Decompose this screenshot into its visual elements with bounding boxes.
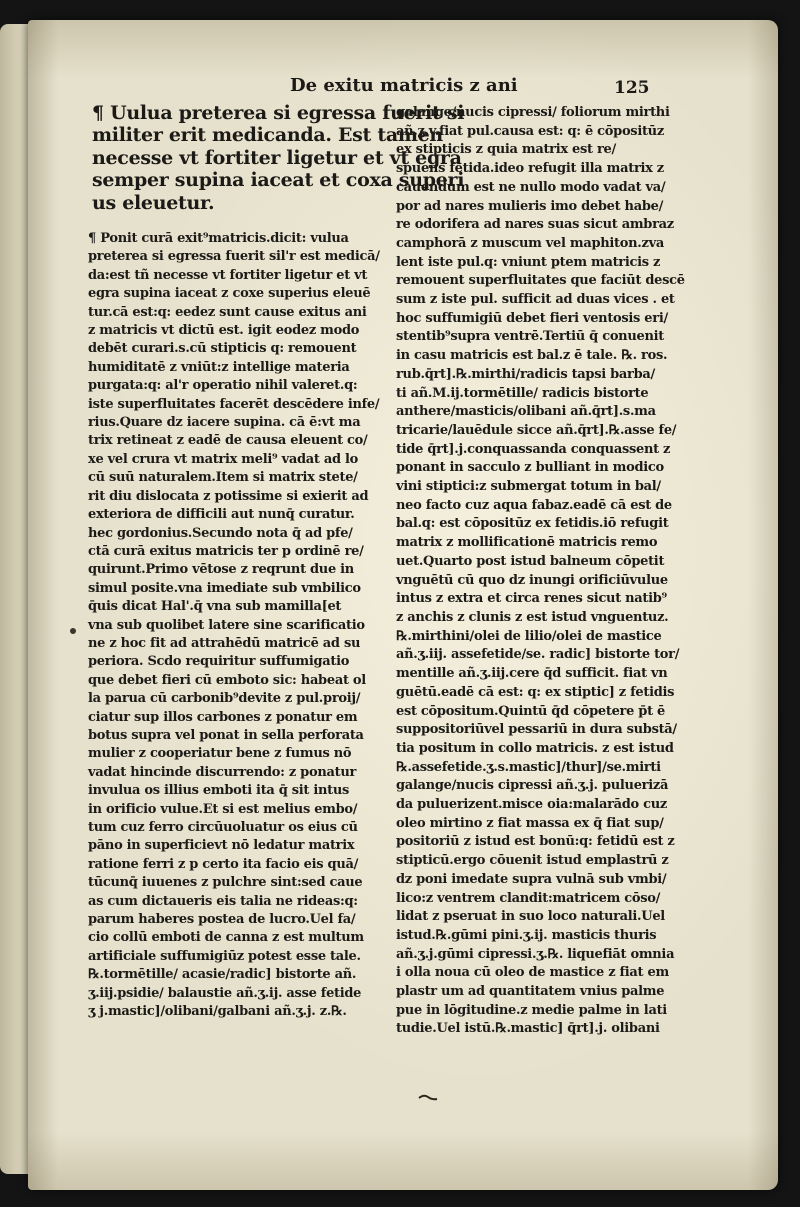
right-column-line: istud.℞.gūmi pini.ʒ.ij. masticis thuris: [396, 927, 657, 943]
commentary-line: iste superfluitates facerēt descēdere infe/: [88, 396, 380, 412]
right-column-line: tricarie/lauēdule sicce añ.q̄rt].℞.asse fe/: [396, 422, 677, 438]
right-column-line: sum z iste pul. sufficit ad duas vices . et: [396, 292, 675, 308]
commentary-line: ciatur sup illos carbones z ponatur em: [88, 709, 358, 725]
right-column-line: stipticū.ergo cōuenit istud emplastrū z: [396, 853, 669, 869]
main-text-line: militer erit medicanda. Est tamen: [92, 124, 443, 147]
right-column-line: pue in lōgitudine.z medie palme in lati: [396, 1002, 667, 1018]
main-text-line: us eleuetur.: [92, 191, 215, 214]
right-column-line: remouent superfluitates que faciūt descē: [396, 273, 685, 289]
commentary-line: pāno in superficievt nō ledatur matrix: [88, 838, 355, 854]
right-column-line: in casu matricis est bal.z ē tale. ℞. ros.: [396, 348, 668, 364]
right-column-line: suppositoriūvel pessariū in dura substā/: [396, 722, 677, 738]
right-column-line: uet.Quarto post istud balneum cōpetit: [396, 553, 665, 569]
commentary-line: vna sub quolibet latere sine scarificatio: [88, 617, 365, 633]
commentary-line: parum haberes postea de lucro.Uel fa/: [88, 912, 356, 928]
right-column-line: rub.q̄rt].℞.mirthi/radicis tapsi barba/: [396, 366, 655, 382]
commentary-line: q̄uis dicat Hal'.q̄ vna sub mamilla[et: [88, 599, 342, 615]
commentary-line: trix retineat z eadē de causa eleuent co/: [88, 433, 368, 449]
commentary-line: exteriora de difficili aut nunq̄ curatur.: [88, 507, 355, 523]
folio-number: 125: [614, 78, 650, 98]
commentary-line: invulua os illius emboti ita q̄ sit intus: [88, 783, 350, 799]
commentary-line: vadat hincinde discurrendo: z ponatur: [88, 764, 357, 780]
right-column-line: tudie.Uel istū.℞.mastic] q̄rt].j. olibani: [396, 1021, 660, 1037]
right-column-line: neo facto cuz aqua fabaz.eadē cā est de: [396, 497, 672, 513]
commentary-line: rius.Quare dz iacere supina. cā ē:vt ma: [88, 415, 361, 431]
right-column-line: i olla noua cū oleo de mastice z fiat em: [396, 965, 669, 981]
commentary-line: debēt curari.s.cū stipticis q: remouent: [88, 341, 357, 357]
right-column-line: ti añ.M.ij.tormētille/ radicis bistorte: [396, 385, 649, 401]
commentary-left-column: [88, 230, 393, 1021]
commentary-line: humiditatē z vniūt:z intellige materia: [88, 359, 350, 375]
right-column-line: tia positum in collo matricis. z est istud: [396, 740, 674, 756]
running-head: De exitu matricis z ani: [290, 75, 518, 96]
margin-ink-mark: [70, 628, 76, 634]
right-column-line: mentille añ.ʒ.iij.cere q̄d sufficit. fiat vn: [396, 666, 668, 682]
right-column-line: ponant in sacculo z bulliant in modico: [396, 460, 664, 476]
commentary-line: simul posite.vna imediate sub vmbilico: [88, 580, 361, 596]
right-column-line: ex stipticis z quia matrix est re/: [396, 142, 616, 158]
right-column-line: re odorifera ad nares suas sicut ambraz: [396, 217, 674, 233]
right-column-line: oleo mirtino z fiat massa ex q̄ fiat sup/: [396, 815, 664, 831]
right-column-line: bal.q: est cōpositūz ex fetidis.iō refugit: [396, 516, 669, 532]
right-column-line: añ.ʒ.iij. assefetide/se. radic] bistorte tor/: [396, 647, 680, 663]
main-text-line: necesse vt fortiter ligetur et vt egra: [92, 146, 462, 169]
main-text-block: [92, 102, 465, 214]
commentary-line: cū suū naturalem.Item si matrix stete/: [88, 470, 358, 486]
commentary-line: tūcunq̄ iuuenes z pulchre sint:sed caue: [88, 875, 363, 891]
right-column-line: matrix z mollificationē matricis remo: [396, 535, 658, 551]
right-column-line: lico:z ventrem clandit:matricem cōso/: [396, 890, 661, 906]
right-column-line: da puluerizent.misce oia:malarādo cuz: [396, 797, 667, 813]
commentary-line: purgata:q: al'r operatio nihil valeret.q:: [88, 378, 358, 394]
right-column-line: hoc suffumigiū debet fieri ventosis eri/: [396, 310, 668, 326]
commentary-line: ctā curā exitus matricis ter p ordinē re/: [88, 543, 364, 559]
right-column-line: lidat z pseruat in suo loco naturali.Uel: [396, 909, 665, 925]
right-column-line: intus z extra et circa renes sicut natib⁹: [396, 591, 667, 607]
commentary-line: preterea si egressa fuerit sil'r est medicā/: [88, 249, 380, 265]
right-column-line: anthere/masticis/olibani añ.q̄rt].s.ma: [396, 404, 656, 420]
commentary-line: egra supina iaceat z coxe superius eleuē: [88, 286, 371, 302]
right-column-line: galange/nucis cipressi añ.ʒ.j. puluerizā: [396, 778, 669, 794]
commentary-line: in orificio vulue.Et si est melius embo/: [88, 801, 358, 817]
commentary-line: ℞.tormētille/ acasie/radic] bistorte añ.: [88, 967, 357, 983]
commentary-line: tur.cā est:q: eedez sunt cause exitus ani: [88, 304, 367, 320]
right-column-line: por ad nares mulieris imo debet habe/: [396, 198, 664, 214]
commentary-line: mulier z cooperiatur bene z fumus nō: [88, 746, 352, 762]
commentary-line: ʒ j.mastic]/olibani/galbani añ.ʒ.j. z.℞.: [88, 1004, 347, 1020]
right-column-line: añ.ʒ.j.gūmi cipressi.ʒ.℞. liquefiāt omnia: [396, 946, 675, 962]
commentary-line: la parua cū carbonib⁹devite z pul.proij/: [88, 691, 361, 707]
commentary-line: ne z hoc fit ad attrahēdū matricē ad su: [88, 635, 361, 651]
right-column-line: dz poni imedate supra vulnā sub vmbi/: [396, 871, 667, 887]
commentary-line: xe vel crura vt matrix meli⁹ vadat ad lo: [88, 451, 358, 467]
commentary-line: artificiale suffumigiūz potest esse tale.: [88, 948, 361, 964]
main-text-line: ¶ Uulua preterea si egressa fuerit si: [92, 102, 465, 124]
right-column-line: ℞.mirthini/olei de lilio/olei de mastice: [396, 628, 662, 644]
commentary-line: as cum dictaueris eis talia ne rideas:q:: [88, 893, 358, 909]
commentary-line: tum cuz ferro circūuoluatur os eius cū: [88, 820, 358, 835]
commentary-line: rit diu dislocata z potissime si exierit ad: [88, 488, 369, 504]
right-column-line: cauendum est ne nullo modo vadat va/: [396, 179, 666, 195]
commentary-line: quirunt.Primo vētose z reqrunt due in: [88, 562, 354, 578]
right-column-line: positoriū z istud est bonū:q: fetidū est z: [396, 834, 675, 850]
commentary-line: que debet fieri cū emboto sic: habeat ol: [88, 672, 366, 688]
right-column-line: camphorā z muscum vel maphiton.zva: [396, 235, 664, 251]
right-column-line: z anchis z clunis z est istud vnguentuz.: [396, 609, 669, 625]
commentary-line: da:est tñ necesse vt fortiter ligetur et vt: [88, 267, 368, 283]
commentary-line: ratione ferri z p certo ita facio eis quā/: [88, 856, 359, 872]
right-text-column: [396, 104, 716, 1039]
commentary-line: ¶ Ponit curā exit⁹matricis.dicit: vulua: [88, 231, 349, 246]
commentary-line: z matricis vt dictū est. igit eodez modo: [88, 323, 360, 339]
right-column-line: plastr um ad quantitatem vnius palme: [396, 984, 665, 1000]
right-column-line: tide q̄rt].j.conquassanda conquassent z: [396, 441, 671, 457]
commentary-line: cio collū emboti de canna z est multum: [88, 930, 364, 946]
commentary-line: hec gordonius.Secundo nota q̄ ad pfe/: [88, 525, 353, 541]
right-column-line: lent iste pul.q: vniunt ptem matricis z: [396, 254, 661, 270]
main-text-line: semper supina iaceat et coxa superi: [92, 169, 465, 192]
right-column-line: vini stiptici:z submergat totum in bal/: [396, 479, 661, 495]
right-column-line: guētū.eadē cā est: q: ex stiptic] z fetidis: [396, 684, 675, 700]
right-column-line: vnguētū cū quo dz inungi orificiūvulue: [396, 572, 668, 588]
commentary-line: periora. Scdo requiritur suffumigatio: [88, 654, 350, 670]
right-column-line: spuens fetida.ideo refugit illa matrix z: [396, 161, 664, 177]
right-column-line: galange/nucis cipressi/ foliorum mirthi: [396, 105, 670, 120]
right-column-line: añ.ʒ.v.fiat pul.causa est: q: ē cōpositūz: [396, 123, 664, 139]
commentary-line: ʒ.iij.psidie/ balaustie añ.ʒ.ij. asse fetide: [88, 985, 362, 1001]
commentary-line: botus supra vel ponat in sella perforata: [88, 727, 364, 743]
right-column-line: est cōpositum.Quintū q̄d cōpetere p̄t ē: [396, 703, 665, 719]
right-column-line: stentib⁹supra ventrē.Tertiū q̄ conuenit: [396, 329, 664, 345]
right-column-line: ℞.assefetide.ʒ.s.mastic]/thur]/se.mirti: [396, 759, 661, 775]
ink-blot-mark: [418, 1093, 438, 1103]
